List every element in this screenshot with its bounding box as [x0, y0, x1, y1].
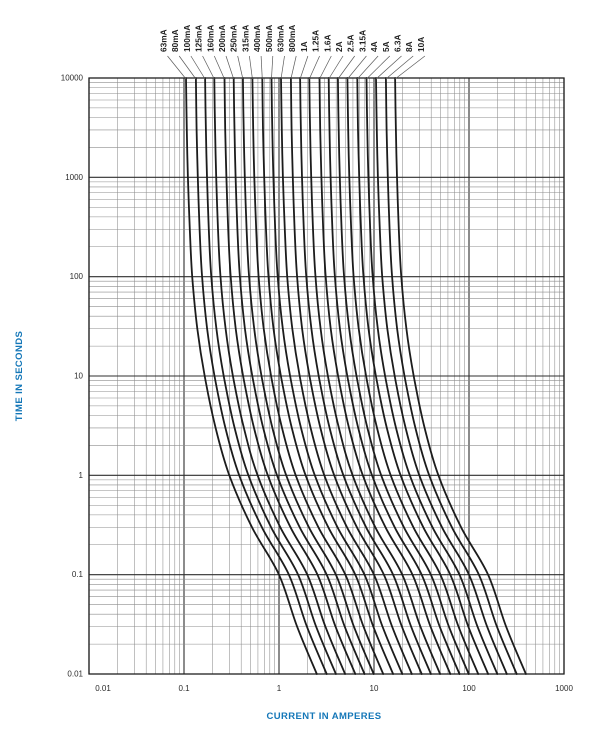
curve-label-2A: 2A — [334, 41, 344, 52]
curve-label-5A: 5A — [380, 41, 391, 52]
curve-label-160mA: 160mA — [205, 24, 216, 52]
curve-label-3.15A: 3.15A — [357, 29, 368, 52]
curve-label-2.5A: 2.5A — [345, 34, 356, 52]
curve-label-8A: 8A — [404, 41, 415, 52]
curve-label-63mA: 63mA — [158, 29, 169, 52]
curve-label-4A: 4A — [369, 41, 380, 52]
curve-label-800mA: 800mA — [287, 24, 298, 52]
curve-label-100mA: 100mA — [181, 24, 192, 52]
curve-label-315mA: 315mA — [240, 24, 251, 52]
curve-label-400mA: 400mA — [252, 24, 263, 52]
x-tick-10: 10 — [369, 684, 379, 693]
y-tick-10000: 10000 — [60, 73, 83, 83]
curve-label-10A: 10A — [415, 36, 426, 52]
curve-label-200mA: 200mA — [217, 24, 227, 52]
y-axis-title: TIME IN SECONDS — [14, 330, 25, 422]
curve-label-125mA: 125mA — [193, 24, 204, 52]
x-axis-title: CURRENT IN AMPERES — [266, 711, 382, 722]
y-tick-100: 100 — [69, 272, 83, 282]
x-tick-0.01: 0.01 — [95, 684, 111, 693]
curve-label-1A: 1A — [298, 41, 309, 52]
y-tick-1: 1 — [78, 470, 83, 480]
x-tick-1: 1 — [276, 684, 282, 693]
curve-label-1.25A: 1.25A — [310, 29, 321, 52]
curve-label-250mA: 250mA — [228, 24, 239, 52]
y-tick-1000: 1000 — [65, 172, 83, 182]
curve-label-80mA: 80mA — [170, 29, 181, 52]
curve-label-500mA: 500mA — [263, 24, 274, 52]
x-tick-1000: 1000 — [555, 684, 573, 693]
y-tick-0.1: 0.1 — [71, 570, 83, 580]
x-tick-0.1: 0.1 — [178, 684, 190, 693]
y-tick-0.01: 0.01 — [67, 669, 83, 679]
y-tick-10: 10 — [74, 371, 83, 381]
curve-label-1.6A: 1.6A — [322, 34, 333, 52]
curve-label-6.3A: 6.3A — [392, 34, 403, 52]
curve-label-630mA: 630mA — [275, 24, 286, 52]
x-tick-100: 100 — [462, 684, 476, 693]
